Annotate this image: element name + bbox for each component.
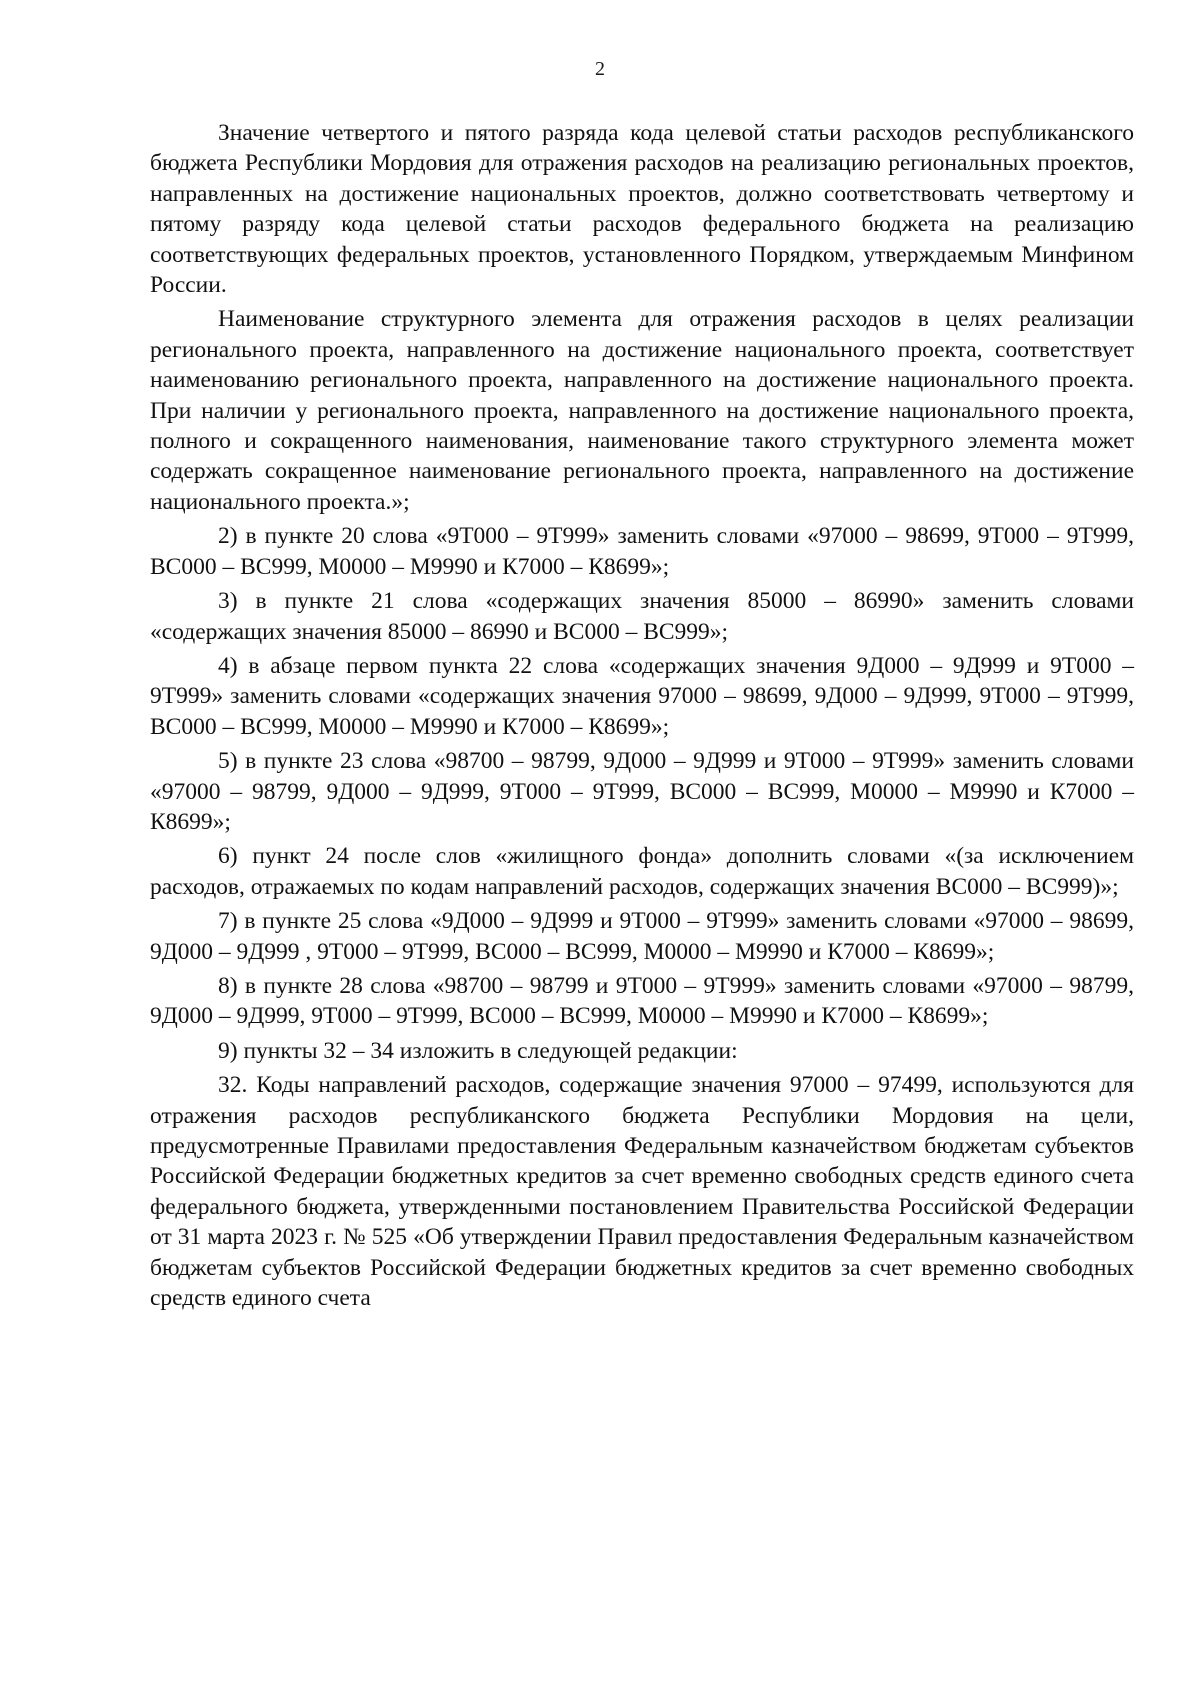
paragraph-item-6: 6) пункт 24 после слов «жилищного фонда» дополнить словами «(за исключением расходов, отражаемых по кодам направлений расходов, содержащих значения ВС000 – ВС999)»; [150,843,1134,900]
paragraph-item-2: 2) в пункте 20 слова «9Т000 – 9Т999» заменить словами «97000 – 98699, 9Т000 – 9Т999, ВС000 – ВС999, М0000 – М9990 и К7000 – К8699»; [150,523,1134,580]
paragraph-item-9: 9) пункты 32 – 34 изложить в следующей редакции: [218,1037,738,1064]
paragraph-item-3: 3) в пункте 21 слова «содержащих значения 85000 – 86990» заменить словами «содержащих значения 85000 – 86990 и ВС000 – ВС999»; [150,588,1134,645]
paragraph-target-article-code: Значение четвертого и пятого разряда кода целевой статьи расходов республиканского бюджета Республики Мордовия для отражения расходов на реализацию региональных проектов, направленных на достижение национальных проектов, должно соответствовать четвертому и пятому разряду кода целевой статьи расходов федерального бюджета на реализацию соответствующих федеральных проектов, установленного Порядком, утверждаемым Минфином России. [150,120,1134,299]
paragraph-item-7: 7) в пункте 25 слова «9Д000 – 9Д999 и 9Т000 – 9Т999» заменить словами «97000 – 98699, 9Д000 – 9Д999 , 9Т000 – 9Т999, ВС000 – ВС999, М0000 – М9990 и К7000 – К8699»; [150,908,1134,965]
paragraph-structural-element-name: Наименование структурного элемента для отражения расходов в целях реализации регионального проекта, направленного на достижение национального проекта, соответствует наименованию регионального проекта, направленного на достижение национального проекта. При наличии у регионального проекта, направленного на достижение национального проекта, полного и сокращенного наименования, наименование такого структурного элемента может содержать сокращенное наименование регионального проекта, направленного на достижение национального проекта.»; [150,306,1134,515]
paragraph-item-4: 4) в абзаце первом пункта 22 слова «содержащих значения 9Д000 – 9Д999 и 9Т000 – 9Т999» заменить словами «содержащих значения 97000 – 98699, 9Д000 – 9Д999, 9Т000 – 9Т999, ВС000 – ВС999, М0000 – М9990 и К7000 – К8699»; [150,652,1134,740]
paragraph-item-8: 8) в пункте 28 слова «98700 – 98799 и 9Т000 – 9Т999» заменить словами «97000 – 98799, 9Д000 – 9Д999, 9Т000 – 9Т999, ВС000 – ВС999, М0000 – М9990 и К7000 – К8699»; [150,972,1134,1030]
page-number: 2 [595,58,605,80]
paragraph-item-5: 5) в пункте 23 слова «98700 – 98799, 9Д000 – 9Д999 и 9Т000 – 9Т999» заменить словами «97000 – 98799, 9Д000 – 9Д999, 9Т000 – 9Т999, ВС000 – ВС999, М0000 – М9990 и К7000 – К8699»; [150,748,1134,835]
document-body [150,118,1134,1313]
paragraph-clause-32: 32. Коды направлений расходов, содержащие значения 97000 – 97499, используются для отражения расходов республиканского бюджета Республики Мордовия на цели, предусмотренные Правилами предоставления Федеральным казначейством бюджетам субъектов Российской Федерации бюджетных кредитов за счет временно свободных средств единого счета федерального бюджета, утвержденными постановлением Правительства Российской Федерации от 31 марта 2023 г. № 525 «Об утверждении Правил предоставления Федеральным казначейством бюджетам субъектов Российской Федерации бюджетных кредитов за счет временно свободных средств единого счета [150,1072,1134,1312]
